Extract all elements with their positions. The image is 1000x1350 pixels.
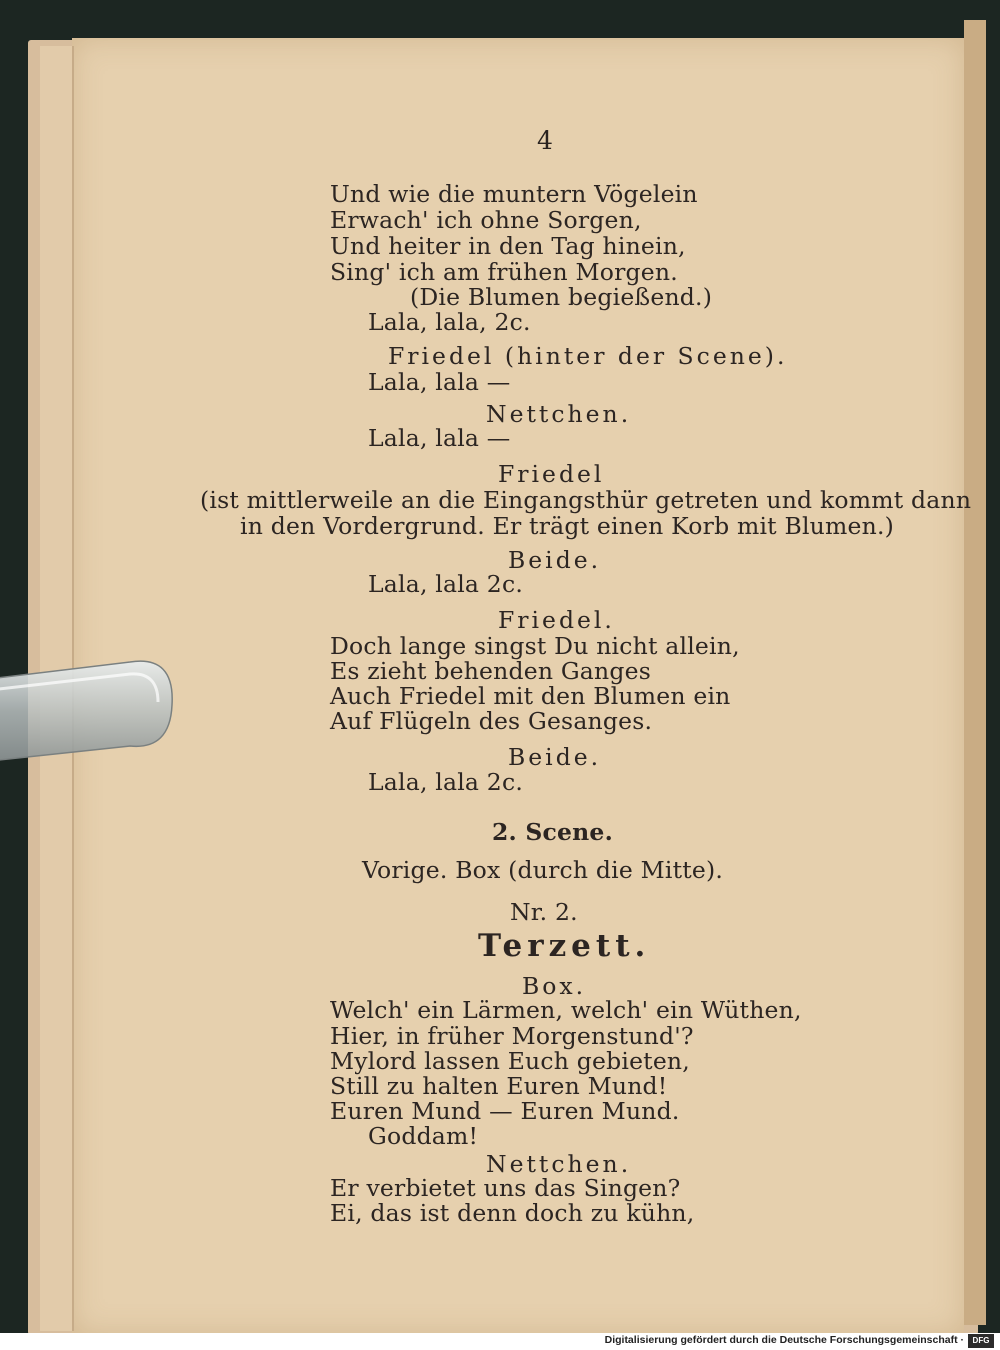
text-line: Still zu halten Euren Mund! — [330, 1072, 668, 1100]
speaker-name: Nettchen. — [486, 400, 632, 428]
text-line: Lala, lala 2c. — [368, 768, 523, 796]
text-line: Auch Friedel mit den Blumen ein — [330, 682, 731, 710]
text-line: Welch' ein Lärmen, welch' ein Wüthen, — [330, 996, 802, 1024]
text-line: Euren Mund — Euren Mund. — [330, 1097, 680, 1125]
text-line: Lala, lala, 2c. — [368, 308, 531, 336]
book-right-edge — [964, 20, 986, 1325]
scene-heading: 2. Scene. — [492, 818, 613, 846]
text-line: Er verbietet uns das Singen? — [330, 1174, 681, 1202]
text-line: Mylord lassen Euch gebieten, — [330, 1047, 690, 1075]
speaker-name: Nettchen. — [486, 1150, 632, 1178]
text-line: Und heiter in den Tag hinein, — [330, 232, 686, 260]
text-line: Lala, lala — — [368, 424, 511, 452]
text-line: Und wie die muntern Vögelein — [330, 180, 698, 208]
speaker-name: Friedel — [498, 460, 605, 488]
stage-direction: (Die Blumen begießend.) — [410, 283, 713, 311]
page-holder-clip — [0, 650, 175, 770]
text-line: Sing' ich am frühen Morgen. — [330, 258, 678, 286]
speaker-line: Friedel (hinter der Scene). — [388, 342, 788, 370]
number-heading: Nr. 2. — [510, 898, 578, 926]
text-line: Ei, das ist denn doch zu kühn, — [330, 1199, 695, 1227]
speaker-name: Friedel. — [498, 606, 615, 634]
text-line: Goddam! — [368, 1122, 479, 1150]
text-line: Es zieht behenden Ganges — [330, 657, 651, 685]
speaker-name: Beide. — [508, 743, 602, 771]
text-line: Erwach' ich ohne Sorgen, — [330, 206, 642, 234]
text-line: Lala, lala 2c. — [368, 570, 523, 598]
footer-bar — [0, 1333, 1000, 1350]
footer-credit: Digitalisierung gefördert durch die Deutsche Forschungsgemeinschaft · — [604, 1334, 964, 1346]
scene-description: Vorige. Box (durch die Mitte). — [362, 856, 724, 884]
stage-direction: (ist mittlerweile an die Eingangsthür getreten und kommt dann — [200, 486, 972, 514]
speaker-name: Box. — [522, 972, 587, 1000]
section-title: Terzett. — [478, 928, 651, 964]
speaker-name: Beide. — [508, 546, 602, 574]
text-line: Auf Flügeln des Gesanges. — [330, 707, 653, 735]
text-line: Hier, in früher Morgenstund'? — [330, 1022, 694, 1050]
stage-direction: in den Vordergrund. Er trägt einen Korb mit Blumen.) — [240, 512, 894, 540]
text-line: Lala, lala — — [368, 368, 511, 396]
dfg-logo: DFG — [968, 1334, 994, 1348]
page-number: 4 — [537, 126, 553, 155]
text-line: Doch lange singst Du nicht allein, — [330, 632, 740, 660]
